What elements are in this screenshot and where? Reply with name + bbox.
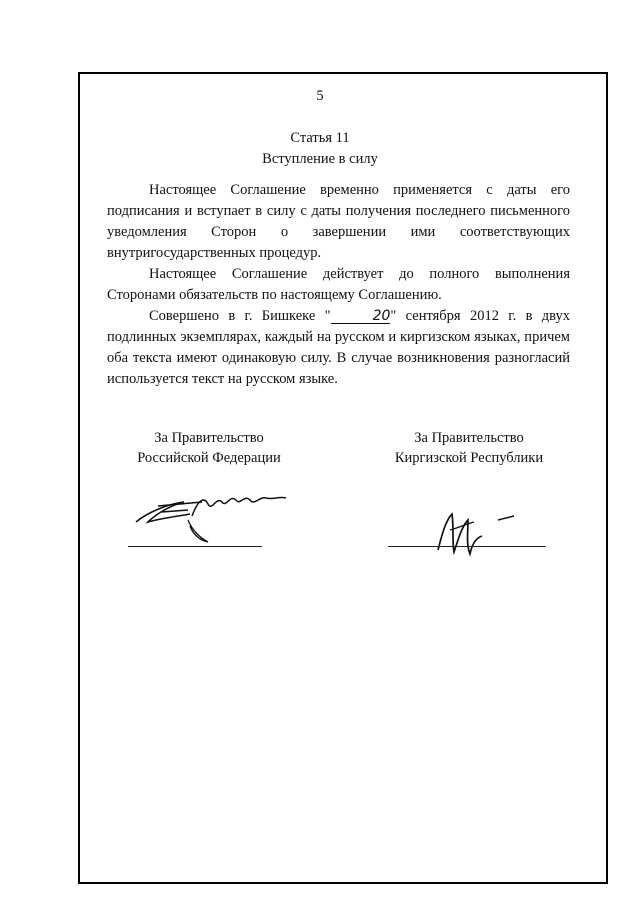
signatory-russia-line-1: За Правительство: [154, 430, 264, 446]
paragraph-done-at: [107, 306, 570, 390]
article-heading: [0, 128, 640, 170]
signatory-russia-line-2: Российской Федерации: [137, 450, 281, 466]
done-at-prefix: Совершено в г. Бишкеке ": [149, 308, 331, 324]
signatory-kyrgyzstan: [354, 428, 584, 468]
signature-line-russia: [128, 546, 262, 547]
paragraph-provisional-application: Настоящее Соглашение временно применяется с даты его подписания и вступает в силу с даты получения последнего письменного уведомления Сторон о завершении ими соответствующих внутригосударственных процедур.: [107, 182, 570, 261]
signatory-kyrgyzstan-line-1: За Правительство: [414, 430, 524, 446]
signatory-russia: [94, 428, 324, 468]
article-subtitle: Вступление в силу: [262, 151, 378, 167]
done-at-suffix: " сентября 2012 г. в двух подлинных экземплярах, каждый на русском и киргизском языках, причем оба текста имеют одинаковую силу. В случае возникновения разногласий используется текст на русском языке.: [107, 308, 571, 387]
signature-line-kyrgyzstan: [388, 546, 546, 547]
signature-kyrgyzstan: [428, 500, 538, 570]
article-title: Статья 11: [290, 130, 350, 146]
handwritten-day: 20: [331, 309, 391, 324]
article-body: [107, 180, 570, 390]
paragraph-duration: Настоящее Соглашение действует до полного выполнения Сторонами обязательств по настоящему Соглашению.: [107, 266, 570, 303]
signature-russia: [128, 482, 308, 552]
signatory-kyrgyzstan-line-2: Киргизской Республики: [394, 450, 544, 466]
page-number: 5: [316, 88, 324, 104]
